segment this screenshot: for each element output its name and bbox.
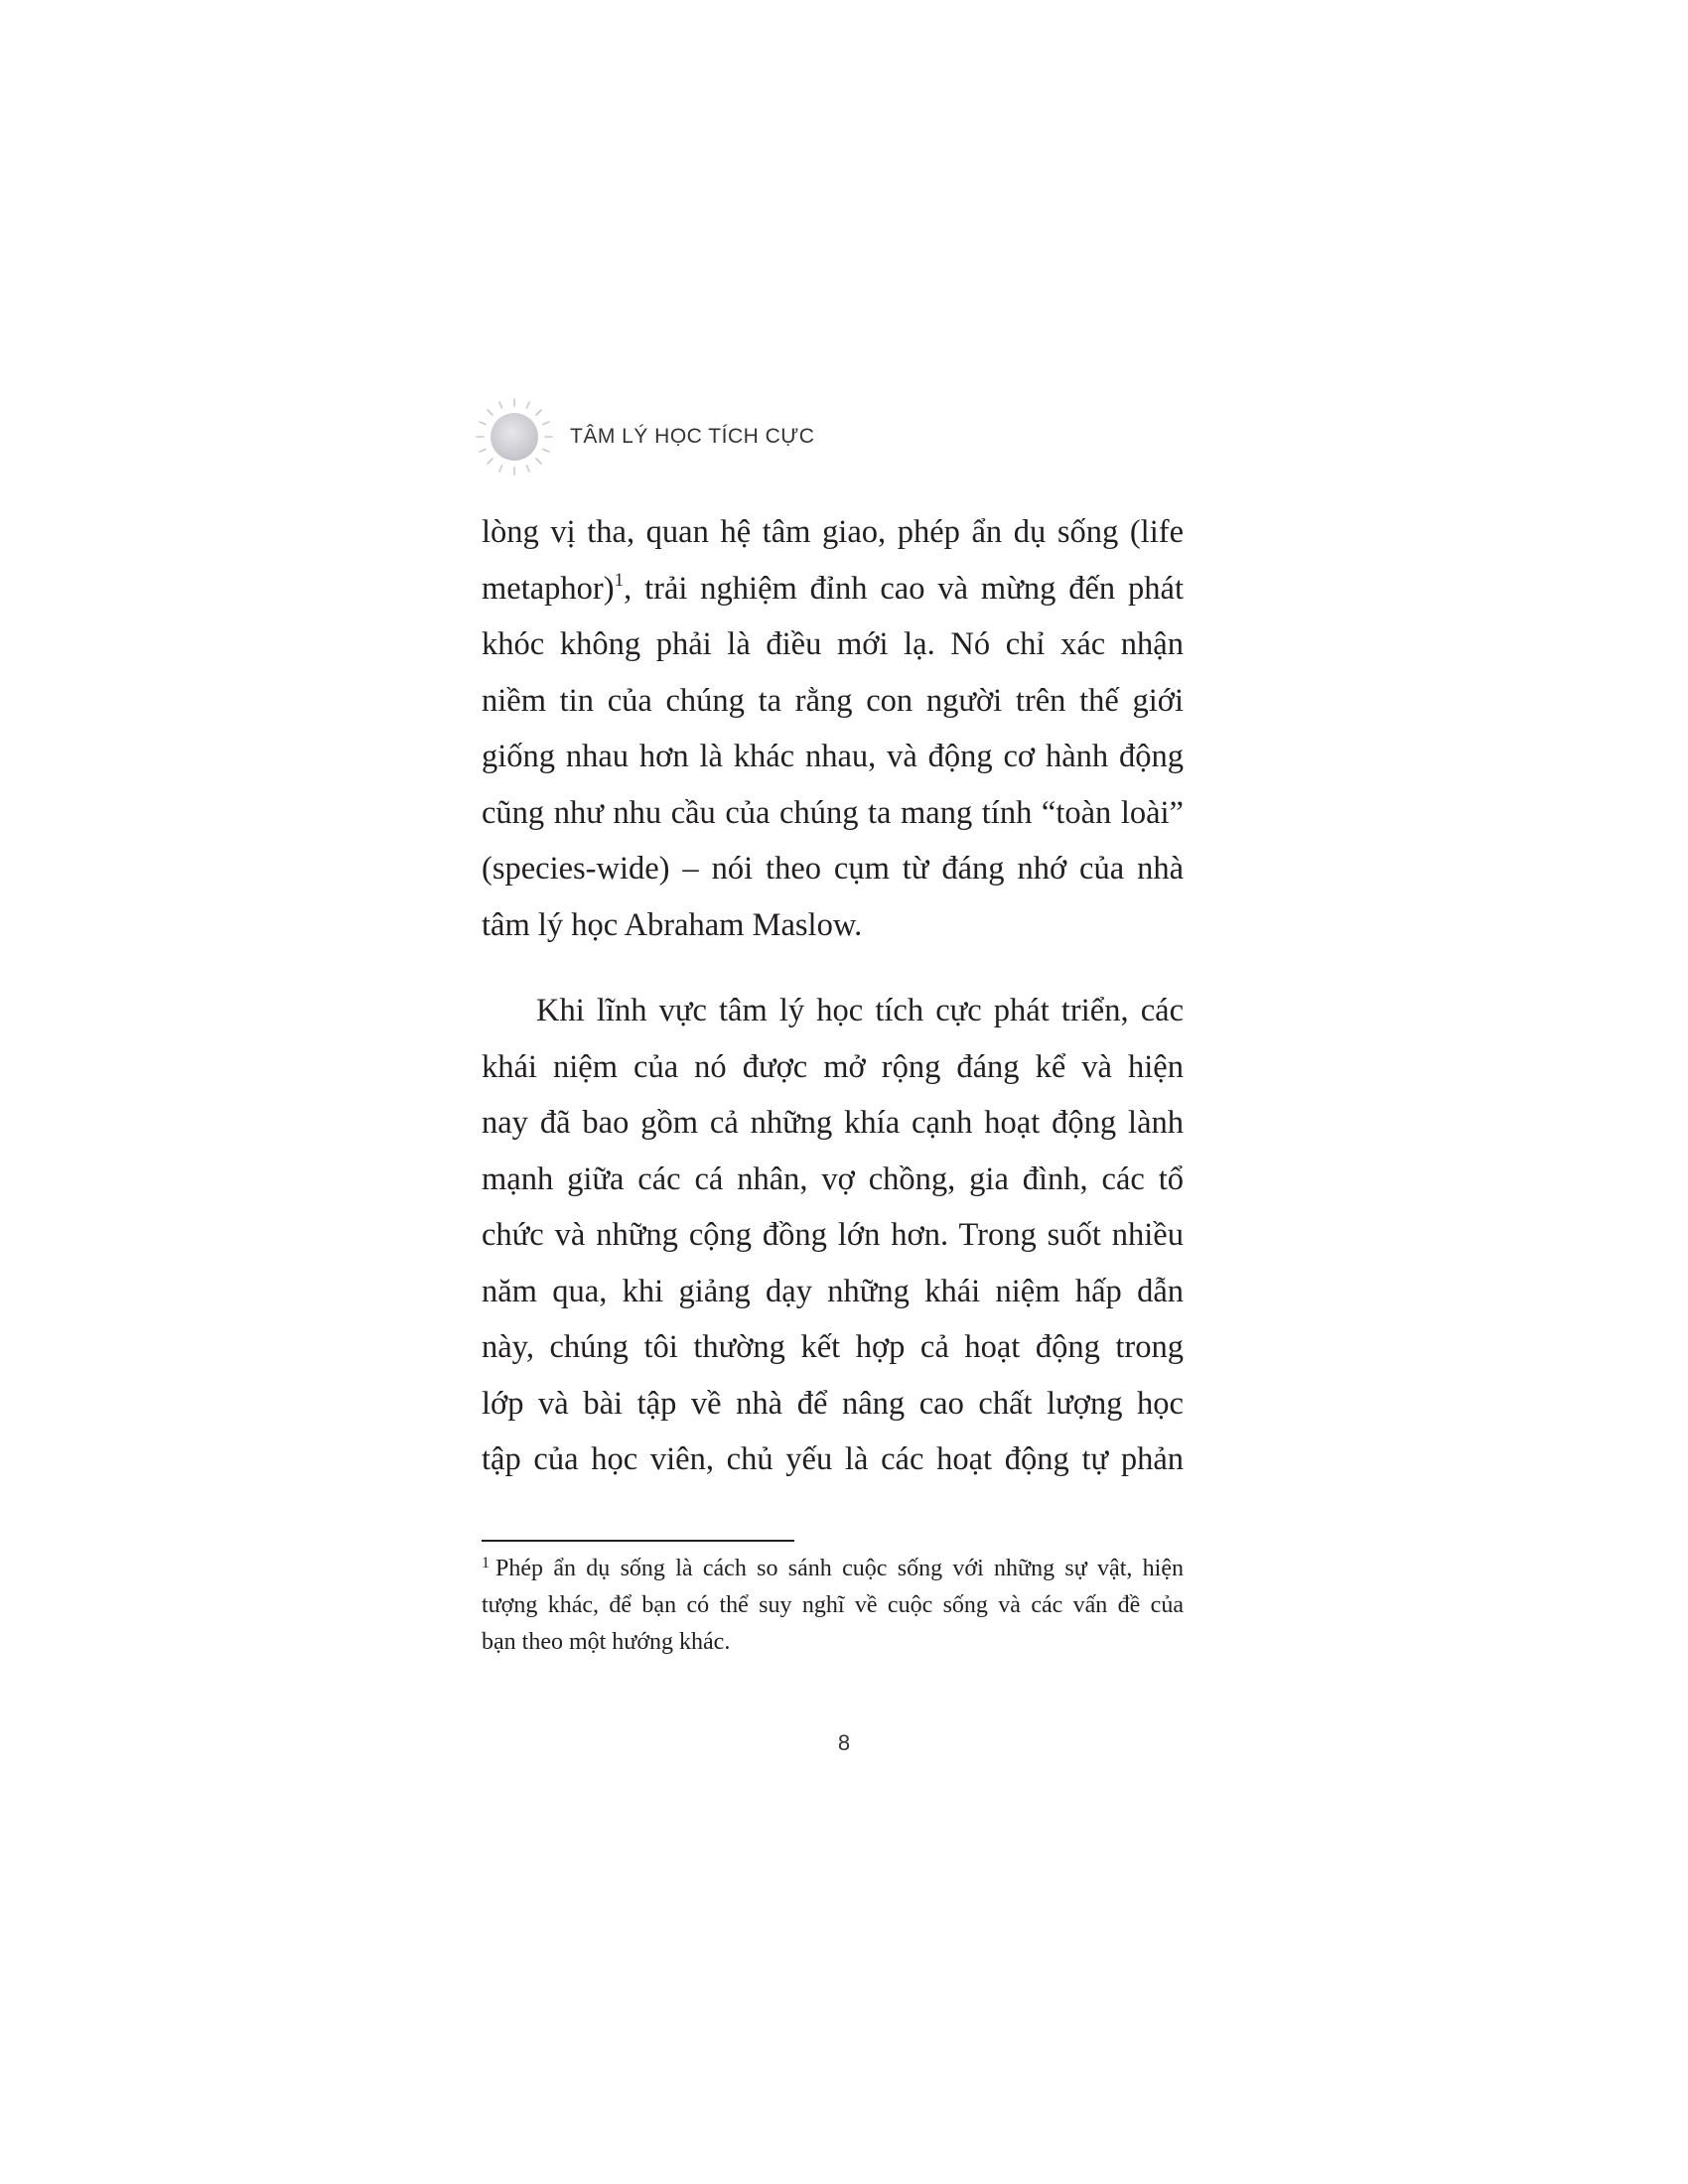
paragraph-1 — [482, 504, 1184, 953]
text-line: giống nhau hơn là khác nhau, và động cơ hành động — [482, 739, 1184, 774]
footnote-marker: 1 — [482, 1555, 490, 1571]
text-line — [482, 561, 1184, 617]
footnote-divider — [482, 1540, 794, 1542]
sun-icon — [475, 397, 554, 477]
text-line: khái niệm của nó được mở rộng đáng kể và hiện — [482, 1048, 1184, 1085]
text-line: tâm lý học Abraham Maslow. — [482, 906, 863, 943]
paragraph-2 — [482, 983, 1184, 1488]
text-fragment: Phép ẩn dụ sống là cách so sánh cuộc sống với những sự vật, hiện — [495, 1556, 1184, 1581]
text-line: này, chúng tôi thường kết hợp cả hoạt động trong — [482, 1329, 1184, 1365]
text-fragment: metaphor) — [482, 570, 615, 607]
text-line: cũng như nhu cầu của chúng ta mang tính “toàn loài” — [482, 794, 1184, 831]
footnote — [482, 1551, 1184, 1661]
body-text — [482, 504, 1184, 1488]
text-fragment: , trải nghiệm đỉnh cao và mừng đến phát — [624, 570, 1184, 607]
text-line: lòng vị tha, quan hệ tâm giao, phép ẩn dụ sống (life — [482, 514, 1184, 550]
running-title: TÂM LÝ HỌC TÍCH CỰC — [570, 425, 815, 448]
running-header — [475, 397, 814, 477]
text-line — [482, 983, 1184, 1039]
footnote-line: tượng khác, để bạn có thể suy nghĩ về cuộc sống và các vấn đề của — [482, 1592, 1184, 1618]
text-fragment: Khi lĩnh vực tâm lý học tích cực phát triển, các — [536, 993, 1184, 1028]
text-line: lớp và bài tập về nhà để nâng cao chất lượng học — [482, 1385, 1184, 1422]
footnote-reference[interactable]: 1 — [614, 569, 625, 591]
text-line: khóc không phải là điều mới lạ. Nó chỉ xác nhận — [482, 626, 1184, 662]
footnote-line — [482, 1551, 1184, 1587]
page-number: 8 — [837, 1730, 851, 1755]
footnote-line: bạn theo một hướng khác. — [482, 1629, 731, 1655]
text-line: chức và những cộng đồng lớn hơn. Trong suốt nhiều — [482, 1217, 1184, 1253]
text-line: mạnh giữa các cá nhân, vợ chồng, gia đình, các tổ — [482, 1160, 1184, 1197]
text-line: năm qua, khi giảng dạy những khái niệm hấp dẫn — [482, 1273, 1184, 1309]
text-line: nay đã bao gồm cả những khía cạnh hoạt động lành — [482, 1105, 1184, 1141]
text-line: niềm tin của chúng ta rằng con người trên thế giới — [482, 682, 1184, 719]
text-line: (species-wide) – nói theo cụm từ đáng nhớ của nhà — [482, 851, 1184, 887]
text-line: tập của học viên, chủ yếu là các hoạt động tự phản — [482, 1441, 1184, 1477]
